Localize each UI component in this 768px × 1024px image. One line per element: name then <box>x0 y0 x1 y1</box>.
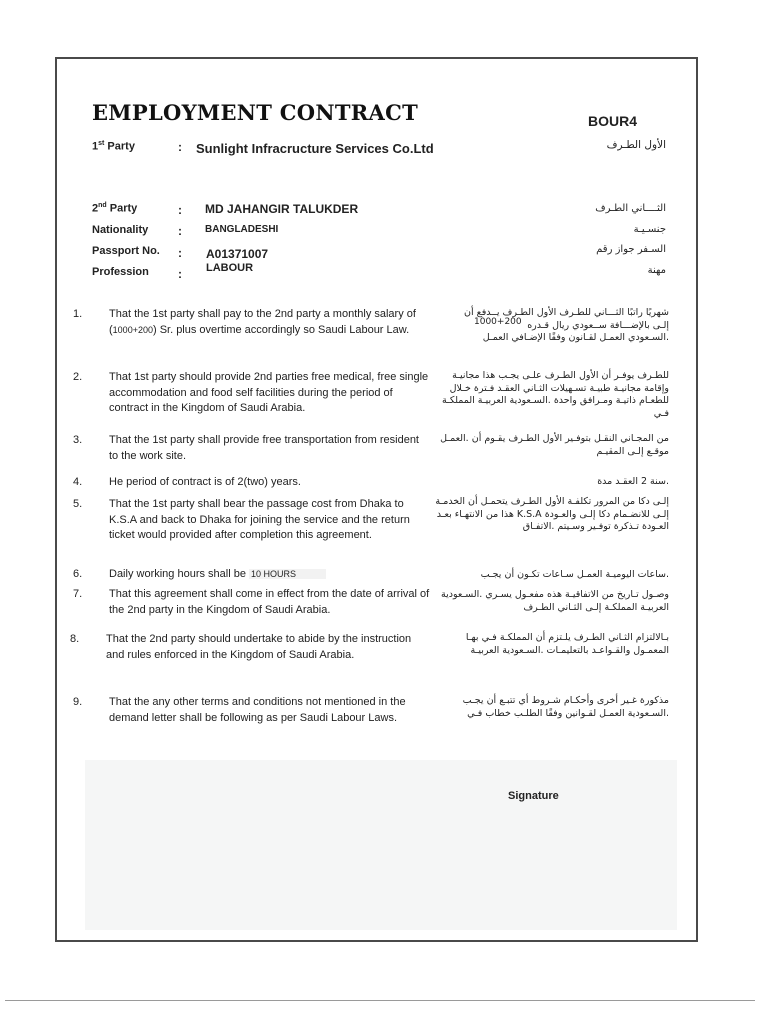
clause-2: 2. That 1st party should provide 2nd parties free medical, free single accommodation and food self facilities during the period of contract in the Kingdom of Saudi Arabia. <box>73 371 429 415</box>
clause-5-arabic: إلـى دكا من المرور تكلفـة الأول الطـرف يتحمـل أن الخدمـة إلـى للانضـمام دكا إلـى والعـودة K.S.A هذا من الانتهـاء بعـد العـودة تـذكرة توفـير وسـيتم .الاتفـاق <box>435 496 669 532</box>
passport-value: A01371007 <box>206 247 269 261</box>
clause-1: 1. That the 1st party shall pay to the 2nd party a monthly salary of (1000+200) Sr. plus overtime accordingly so Saudi Labour Law. <box>73 308 416 336</box>
party2-value: MD JAHANGIR TALUKDER <box>205 202 359 216</box>
party1-value: Sunlight Infracructure Services Co.Ltd <box>196 141 434 156</box>
clause-7: 7. That this agreement shall come in effect from the date of arrival of the 2nd party in the Kingdom of Saudi Arabia. <box>73 588 430 616</box>
passport-arabic: السـفر جواز رقم <box>596 244 666 255</box>
profession-colon: : <box>178 267 182 281</box>
clause-7-arabic: وصـول تـاريخ من الاتفاقيـة هذه مفعـول يسـري .السـعودية العربيـة المملكـة إلـى الثـاني الطـرف <box>441 589 669 613</box>
party1-colon: : <box>178 140 182 154</box>
contract-code: BOUR4 <box>588 113 638 129</box>
clause-2-arabic: للطـرف يوفـر أن الأول الطـرف علـى يجـب هذا مجانيـة وإقامة مجانيـة طبيـة تسـهيلات الثـاني العقـد فـترة خـلال للطعـام ذاتيـة ومـرافق واحدة .السـعودية العربيـة المملكـة فـي <box>441 370 669 419</box>
nationality-label: Nationality <box>92 224 149 236</box>
clause-3: 3. That the 1st party shall provide free transportation from resident to the work site. <box>73 434 419 462</box>
clause-8: 8. That the 2nd party should undertake to abide by the instruction and rules enforced in the Kingdom of Saudi Arabia. <box>70 633 412 661</box>
clause-1-arabic: شهريًا راتبًا الثـــاني للطـرف الأول الطـرف يــدفع أن إلـى بالإضـــافة ســعودي ريال قـدره 1000+200 .السـعودي العمـل لقـانون وفقًا الإضـافي العمـل <box>464 307 669 343</box>
clause-9: 9. That the any other terms and conditions not mentioned in the demand letter shall be following as per Saudi Labour Laws. <box>73 696 406 724</box>
party1-label: 1st Party <box>92 140 135 153</box>
nationality-arabic: جنسـيـة <box>633 224 666 235</box>
clause-4: 4. He period of contract is of 2(two) years. <box>73 476 301 488</box>
profession-label: Profession <box>92 266 149 278</box>
clause-3-arabic: من المجـاني النقـل بتوفـير الأول الطـرف يقـوم أن .العمـل موقـع إلـى المقيـم <box>440 433 669 457</box>
clause-8-arabic: بـالالتزام الثـاني الطـرف يلـتزم أن المملكـة فـي بهـا المعمـول والقـواعـد بالتعليمـات .السـعودية العربيـة <box>465 632 669 656</box>
party2-arabic: الثــــاني الطـرف <box>595 203 666 214</box>
clause-6-arabic: .ساعات اليوميـة العمـل سـاعات تكـون أن يجـب <box>480 569 669 580</box>
passport-label: Passport No. <box>92 245 160 257</box>
clause-4-arabic: .سنة 2 العقـد مدة <box>597 476 669 487</box>
clause-9-arabic: مذكورة غـير أخرى وأحكـام شـروط أي تتبـع أن يجـب .السـعودية العمـل لقـوانين وفقًا الطلـب خطاب فـي <box>462 695 669 719</box>
signature-area <box>85 760 677 930</box>
clause-5: 5. That the 1st party shall bear the passage cost from Dhaka to K.S.A and back to Dhaka for joining the service and the return ticket would provided after completion this agreement. <box>73 498 410 542</box>
contract-title: EMPLOYMENT CONTRACT <box>92 100 419 125</box>
party2-label: 2nd Party <box>92 202 138 215</box>
signature-label: Signature <box>508 790 559 802</box>
party1-arabic: الأول الطـرف <box>606 139 666 151</box>
nationality-colon: : <box>178 224 182 238</box>
clause-6: 6. Daily working hours shall be 10 HOURS <box>91 567 430 583</box>
nationality-value: BANGLADESHI <box>205 224 279 235</box>
profession-arabic: مهنة <box>647 265 666 276</box>
salary-amount: 1000+200 <box>112 324 153 335</box>
page-divider <box>5 1000 755 1001</box>
passport-colon: : <box>178 246 182 260</box>
working-hours-value: 10 HOURS <box>249 569 326 579</box>
profession-value: LABOUR <box>206 262 254 274</box>
party2-colon: : <box>178 203 182 217</box>
